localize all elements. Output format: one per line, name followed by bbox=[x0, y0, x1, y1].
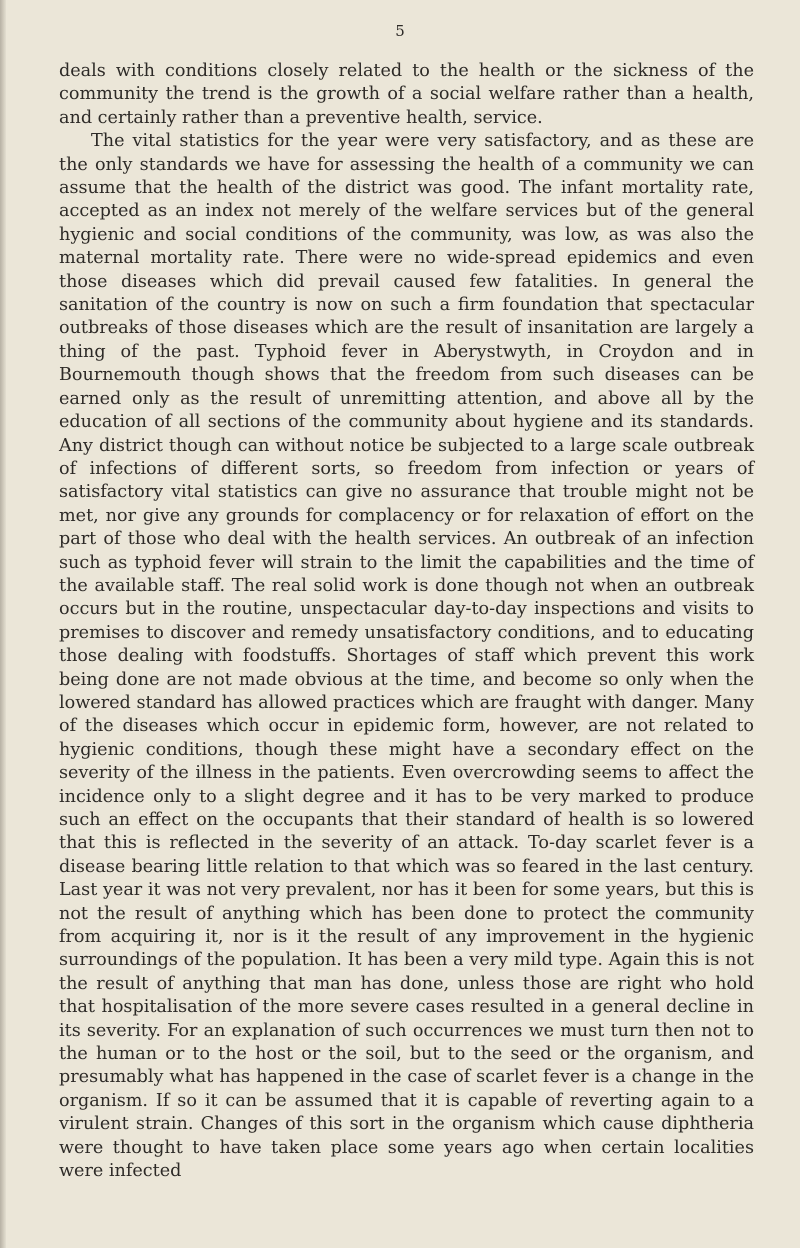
page-number: 5 bbox=[395, 22, 405, 40]
page-edge-shadow bbox=[0, 0, 6, 1248]
body-text bbox=[59, 60, 754, 1184]
paragraph-continuation: deals with conditions closely related to the health or the sickness of the community the trend is the growth of a social welfare rather than a health, and certainly rather than a preventive health, service. bbox=[59, 61, 754, 128]
paragraph-vital-statistics: The vital statistics for the year were very satisfactory, and as these are the only standards we have for assessing the health of a community we can assume that the health of the district was good. The infant mortality rate, accepted as an index not merely of the welfare services but of the general hygienic and social conditions of the community, was low, as was also the maternal mortality rate. There were no wide-spread epidemics and even those diseases which did prevail caused few fatalities. In general the sanitation of the country is now on such a firm foundation that spectacular outbreaks of those diseases which are the result of insanitation are largely a thing of the past. Typhoid fever in Aberystwyth, in Croydon and in Bournemouth though shows that the freedom from such diseases can be earned only as the result of unremitting attention, and above all by the education of all sections of the community about hygiene and its standards. Any district though can without notice be subjected to a large scale outbreak of infections of different sorts, so freedom from infection or years of satisfactory vital statistics can give no assurance that trouble might not be met, nor give any grounds for complacency or for relaxation of effort on the part of those who deal with the health services. An outbreak of an infection such as typhoid fever will strain to the limit the capabilities and the time of the available staff. The real solid work is done though not when an outbreak occurs but in the routine, unspectacular day-to-day inspections and visits to premises to discover and remedy unsatisfactory conditions, and to educating those dealing with foodstuffs. Shortages of staff which prevent this work being done are not made obvious at the time, and become so only when the lowered standard has allowed practices which are fraught with danger. Many of the diseases which occur in epidemic form, however, are not related to hygienic conditions, though these might have a secondary effect on the severity of the illness in the patients. Even overcrowding seems to affect the incidence only to a slight degree and it has to be very marked to produce such an effect on the occupants that their standard of health is so lowered that this is reflected in the severity of an attack. To-day scarlet fever is a disease bearing little relation to that which was so feared in the last century. Last year it was not very prevalent, nor has it been for some years, but this is not the result of anything which has been done to protect the community from acquiring it, nor is it the result of any improvement in the hygienic surroundings of the population. It has been a very mild type. Again this is not the result of anything that man has done, unless those are right who hold that hospitalisation of the more severe cases resulted in a general decline in its severity. For an explanation of such occurrences we must turn then not to the human or to the host or the soil, but to the seed or the organism, and presumably what has happened in the case of scarlet fever is a change in the organism. If so it can be assumed that it is capable of reverting again to a virulent strain. Changes of this sort in the organism which cause diphtheria were thought to have taken place some years ago when certain localities were infected bbox=[59, 131, 754, 1182]
